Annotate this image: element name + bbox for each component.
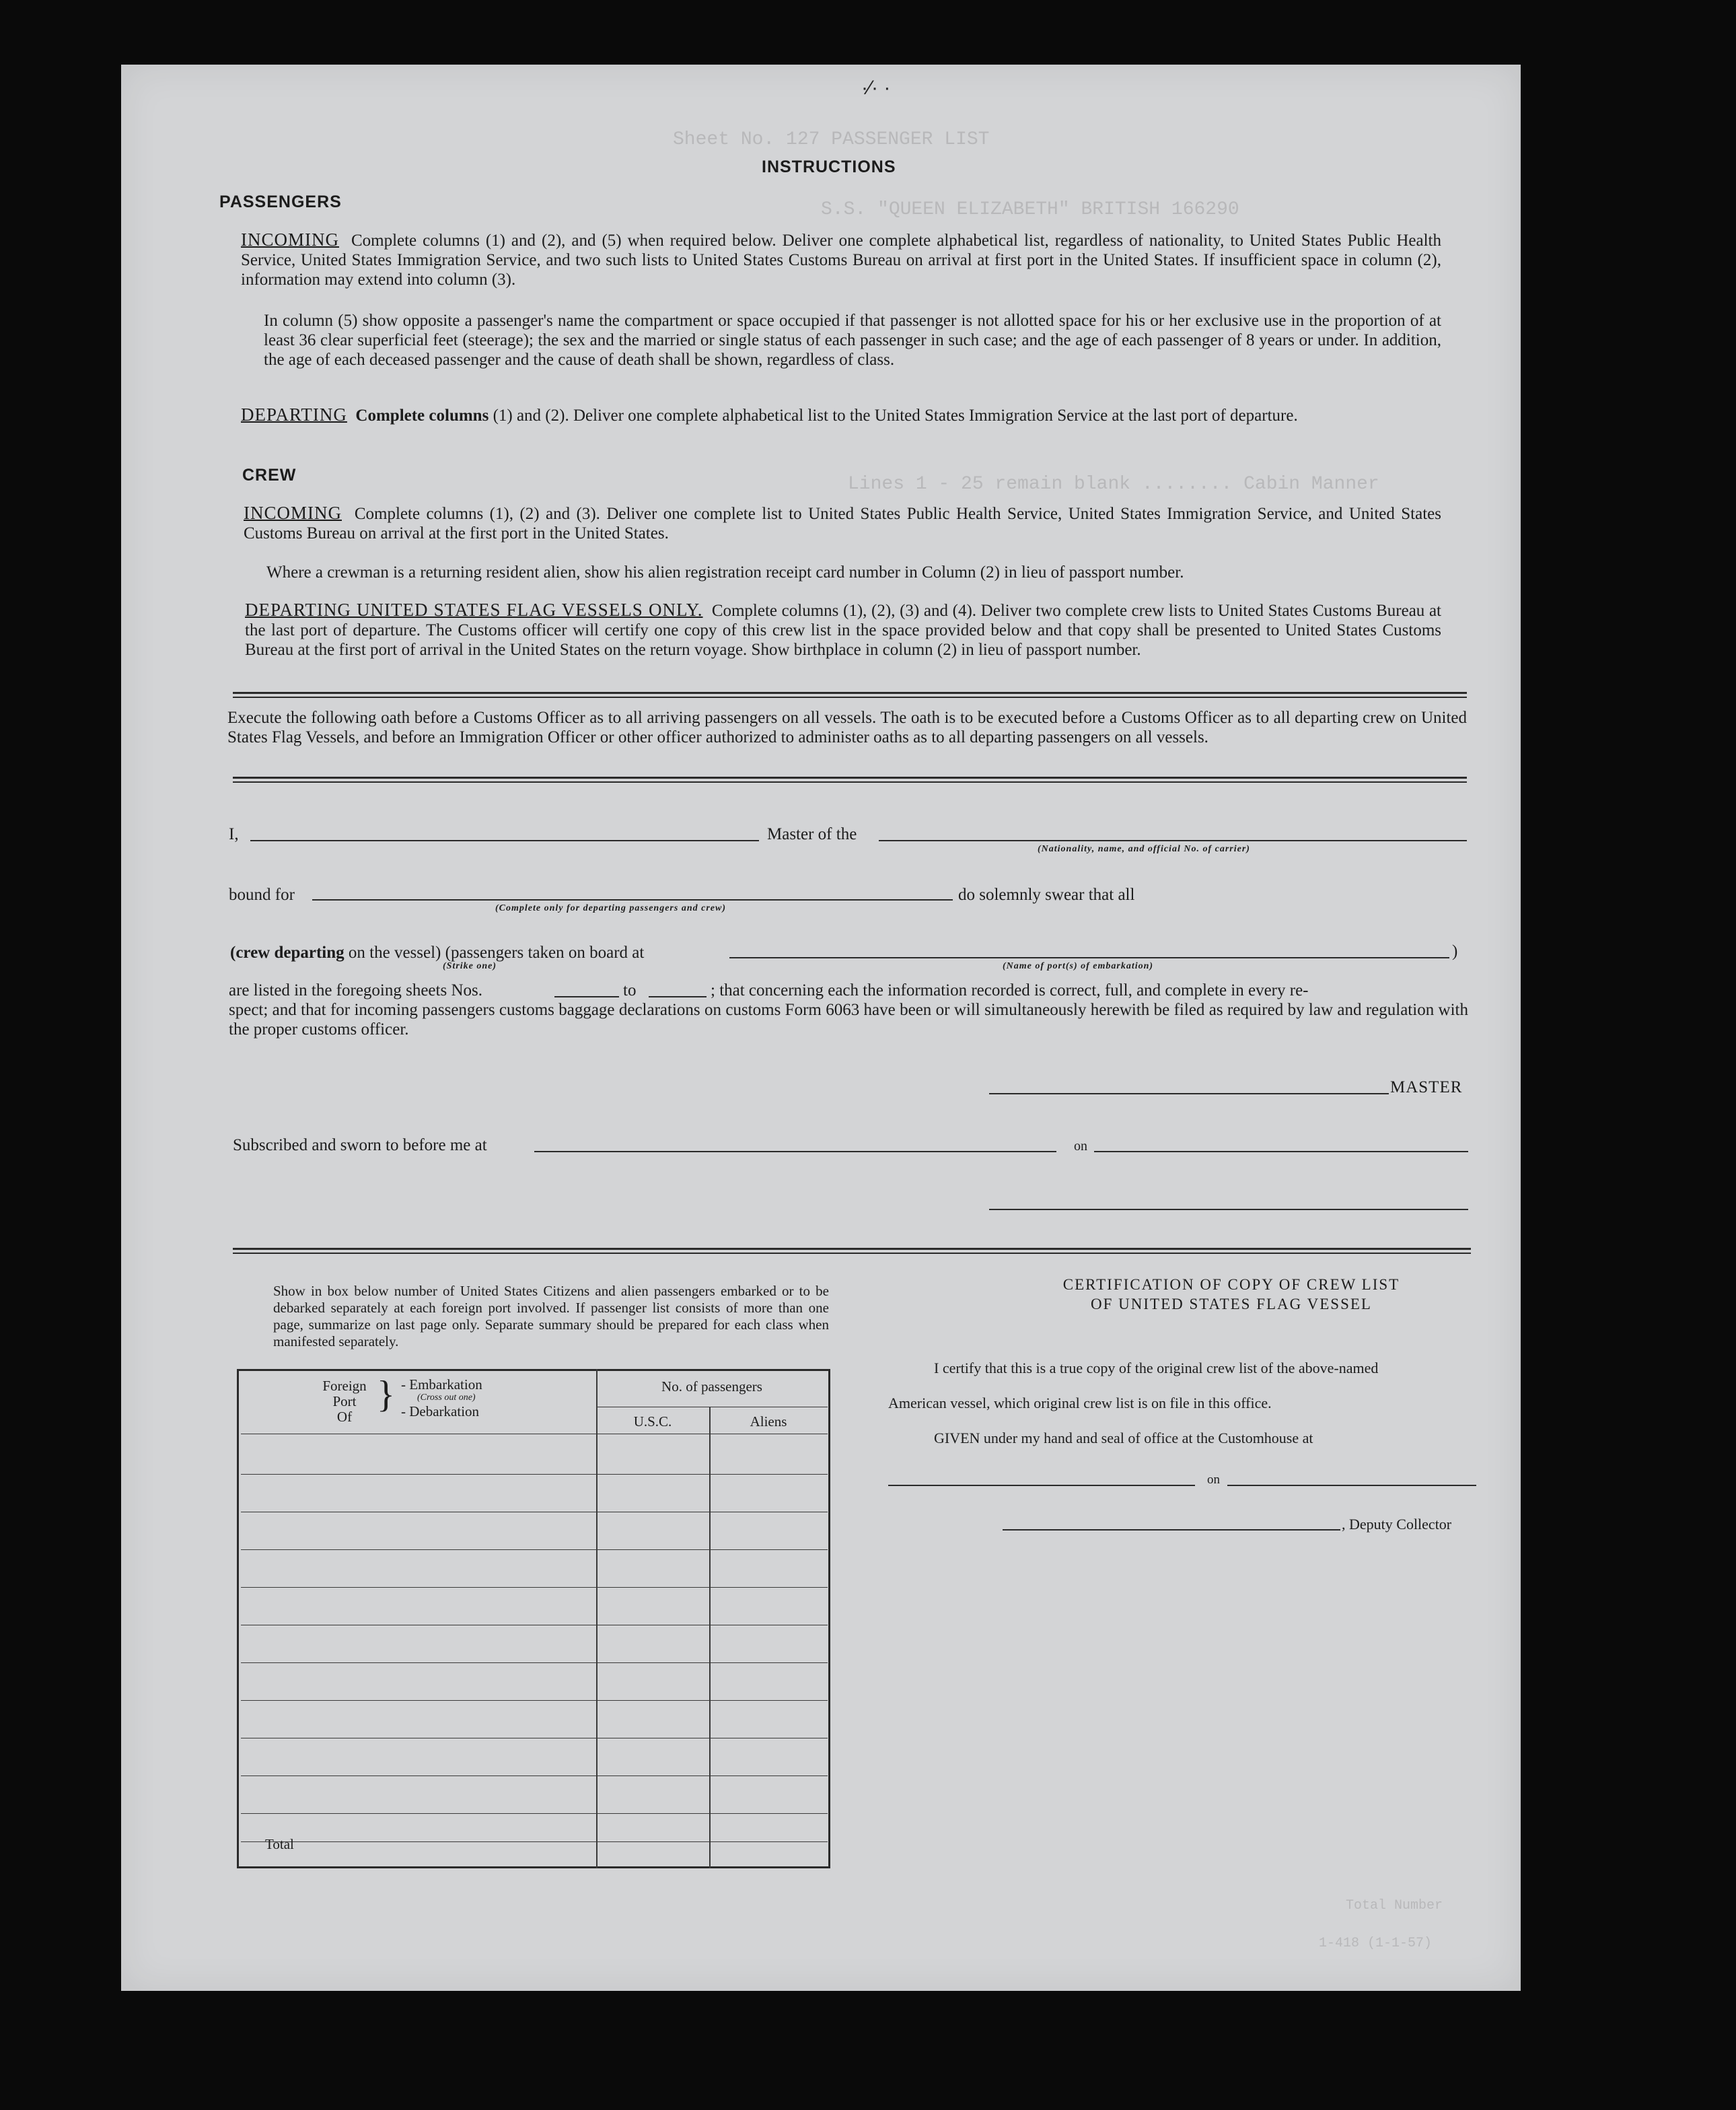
- brace: }: [377, 1374, 395, 1415]
- crew-incoming-paragraph: [244, 503, 1441, 543]
- table-row[interactable]: [241, 1474, 828, 1475]
- sworn-date-field[interactable]: [1094, 1151, 1468, 1152]
- master-of-the-label: Master of the: [767, 825, 857, 843]
- listed-text-1: are listed in the foregoing sheets Nos.: [229, 981, 482, 999]
- close-paren: ): [1452, 942, 1458, 960]
- bleed-through-text: Total Number: [1346, 1898, 1443, 1913]
- crew-departing-text: Complete columns (1), (2), (3) and (4). Deliver two complete crew lists to United States Customs Bureau at the last port of departure. The Customs officer will certify one copy of this crew list in the space provided below and that copy shall be presented to United States Customs Bureau at the first port of arrival in the United States on the return voyage. Show birthplace in column (2) in lieu of passport number.: [245, 602, 1441, 659]
- table-divider: [709, 1407, 711, 1868]
- ports-caption: (Name of port(s) of embarkation): [1003, 961, 1154, 971]
- oath-i-label: I,: [229, 825, 239, 843]
- passengers-column5-paragraph: In column (5) show opposite a passenger's name the compartment or space occupied if that passenger is not allotted space for his or her exclusive use in the proportion of at least 36 clear superficial feet (steerage); the sex and the married or single status of each passenger in such case; and the age of each passenger of 8 years or under. In addition, the age of each deceased passenger and the cause of death shall be shown, regardless of class.: [264, 312, 1441, 369]
- bound-for-field[interactable]: [312, 899, 953, 901]
- cross-out-caption: (Cross out one): [417, 1393, 476, 1403]
- passengers-heading: PASSENGERS: [219, 192, 342, 211]
- sworn-on-label: on: [1074, 1139, 1087, 1154]
- listed-text-3: spect; and that for incoming passengers customs baggage declarations on customs Form 6063 have been or will simultaneously herewith be filed as required by law and regulation with the proper customs officer.: [229, 1001, 1468, 1039]
- no-of-passengers-header: No. of passengers: [661, 1378, 762, 1395]
- passengers-departing-bold: Complete columns: [355, 407, 489, 425]
- passenger-summary-table: [237, 1369, 830, 1868]
- passengers-taken-option[interactable]: (passengers taken on board at: [445, 944, 645, 962]
- sheet-to-field[interactable]: [649, 996, 707, 997]
- master-signature-field[interactable]: [989, 1093, 1389, 1094]
- certification-on-label: on: [1207, 1473, 1220, 1487]
- crew-passengers-choice[interactable]: [230, 944, 644, 962]
- passengers-departing-text: (1) and (2). Deliver one complete alphabetical list to the United States Immigration Service at the last port of departure.: [493, 407, 1298, 425]
- embark-debark-choice[interactable]: [401, 1377, 482, 1419]
- deputy-collector-label: , Deputy Collector: [1342, 1516, 1452, 1533]
- divider: [233, 777, 1467, 779]
- divider: [233, 1248, 1471, 1250]
- on-the-vessel-text: on the vessel): [348, 944, 441, 962]
- crew-incoming-text: Complete columns (1), (2) and (3). Deliver one complete list to United States Public Health Service, United States Immigration Service, and United States Customs Bureau on arrival at the first port in the United States.: [244, 505, 1441, 542]
- master-name-field[interactable]: [250, 840, 759, 841]
- sheet-from-field[interactable]: [554, 996, 619, 997]
- divider: [233, 697, 1467, 698]
- officer-signature-field[interactable]: [989, 1209, 1468, 1210]
- table-divider: [596, 1369, 598, 1868]
- table-row[interactable]: [241, 1775, 828, 1776]
- divider: [233, 692, 1467, 694]
- certification-date-field[interactable]: [1227, 1485, 1476, 1486]
- subscribed-label: Subscribed and sworn to before me at: [233, 1136, 487, 1154]
- passengers-incoming-label: INCOMING: [241, 230, 339, 250]
- table-row[interactable]: [241, 1841, 828, 1842]
- passengers-departing-paragraph: [241, 405, 1441, 425]
- strike-caption: (Strike one): [443, 961, 497, 971]
- bleed-through-text: 1-418 (1-1-57): [1319, 1936, 1433, 1951]
- swear-text: do solemnly swear that all: [958, 886, 1135, 904]
- table-row[interactable]: [241, 1813, 828, 1814]
- customhouse-field[interactable]: [888, 1485, 1195, 1486]
- certification-line-2: American vessel, which original crew list is on file in this office.: [888, 1395, 1272, 1411]
- summary-instructions: Show in box below number of United States Citizens and alien passengers embarked or to be debarked separately at each foreign port involved. If passenger list consists of more than one page, summarize on last page only. Separate summary should be prepared for each class when manifested separately.: [273, 1283, 829, 1349]
- debarkation-option[interactable]: - Debarkation: [401, 1403, 480, 1419]
- page-title: INSTRUCTIONS: [762, 157, 896, 176]
- bound-for-label: bound for: [229, 886, 295, 904]
- deputy-collector-signature-field[interactable]: [1003, 1529, 1340, 1531]
- crew-departing-label: DEPARTING UNITED STATES FLAG VESSELS ONLY.: [245, 600, 703, 620]
- oath-intro: Execute the following oath before a Customs Officer as to all arriving passengers on all vessels. The oath is to be executed before a Customs Officer as to all departing crew on United States Flag Vessels, and before an Immigration Officer or other officer authorized to administer oaths as to all departing passengers on all vessels.: [227, 709, 1467, 746]
- table-row[interactable]: [241, 1662, 828, 1663]
- foreign-port-of-label: Foreign Port Of: [322, 1378, 367, 1425]
- master-label: MASTER: [1390, 1078, 1463, 1096]
- bleed-through-text: S.S. "QUEEN ELIZABETH" BRITISH 166290: [821, 199, 1239, 220]
- to-label: to: [623, 981, 637, 999]
- bleed-through-text: Lines 1 - 25 remain blank ........ Cabin Manner: [848, 474, 1379, 495]
- crew-incoming-label: INCOMING: [244, 503, 342, 523]
- total-label: Total: [265, 1836, 294, 1852]
- ports-embarkation-field[interactable]: [729, 957, 1449, 958]
- divider: [233, 1253, 1471, 1254]
- divider: [233, 781, 1467, 783]
- listed-text-2: ; that concerning each the information recorded is correct, full, and complete in every re-: [711, 981, 1309, 999]
- table-row[interactable]: [241, 1700, 828, 1701]
- certification-line-3: GIVEN under my hand and seal of office at the Customhouse at: [934, 1430, 1313, 1446]
- passengers-incoming-text: Complete columns (1) and (2), and (5) when required below. Deliver one complete alphabetical list, regardless of nationality, to United States Public Health Service, United States Immigration Service, and two such lists to United States Customs Bureau on arrival at first port in the United States. If insufficient space in column (2), information may extend into column (3).: [241, 232, 1442, 289]
- passengers-departing-label: DEPARTING: [241, 405, 347, 425]
- embarkation-option[interactable]: - Embarkation: [401, 1376, 482, 1393]
- table-row[interactable]: [241, 1549, 828, 1550]
- document-page: [121, 65, 1521, 1991]
- crew-heading: CREW: [242, 466, 297, 485]
- certification-line-1: I certify that this is a true copy of the original crew list of the above-named: [934, 1360, 1379, 1376]
- stray-mark: ·⁄· ·: [861, 77, 891, 99]
- certification-title: CERTIFICATION OF COPY OF CREW LIST OF UNITED STATES FLAG VESSEL: [1062, 1276, 1400, 1312]
- passengers-incoming-paragraph: [241, 230, 1441, 289]
- crew-departing-paragraph: [245, 600, 1441, 660]
- aliens-header: Aliens: [750, 1413, 787, 1430]
- usc-header: U.S.C.: [633, 1413, 672, 1430]
- crew-resident-paragraph: Where a crewman is a returning resident alien, show his alien registration receipt card number in Column (2) in lieu of passport number.: [266, 563, 1184, 582]
- carrier-field[interactable]: [879, 840, 1467, 841]
- crew-departing-option[interactable]: (crew departing: [230, 944, 345, 962]
- bleed-through-text: Sheet No. 127 PASSENGER LIST: [673, 129, 990, 150]
- table-row[interactable]: [241, 1587, 828, 1588]
- sworn-place-field[interactable]: [534, 1151, 1056, 1152]
- bound-for-caption: (Complete only for departing passengers and crew): [495, 903, 726, 913]
- carrier-caption: (Nationality, name, and official No. of carrier): [1038, 844, 1250, 854]
